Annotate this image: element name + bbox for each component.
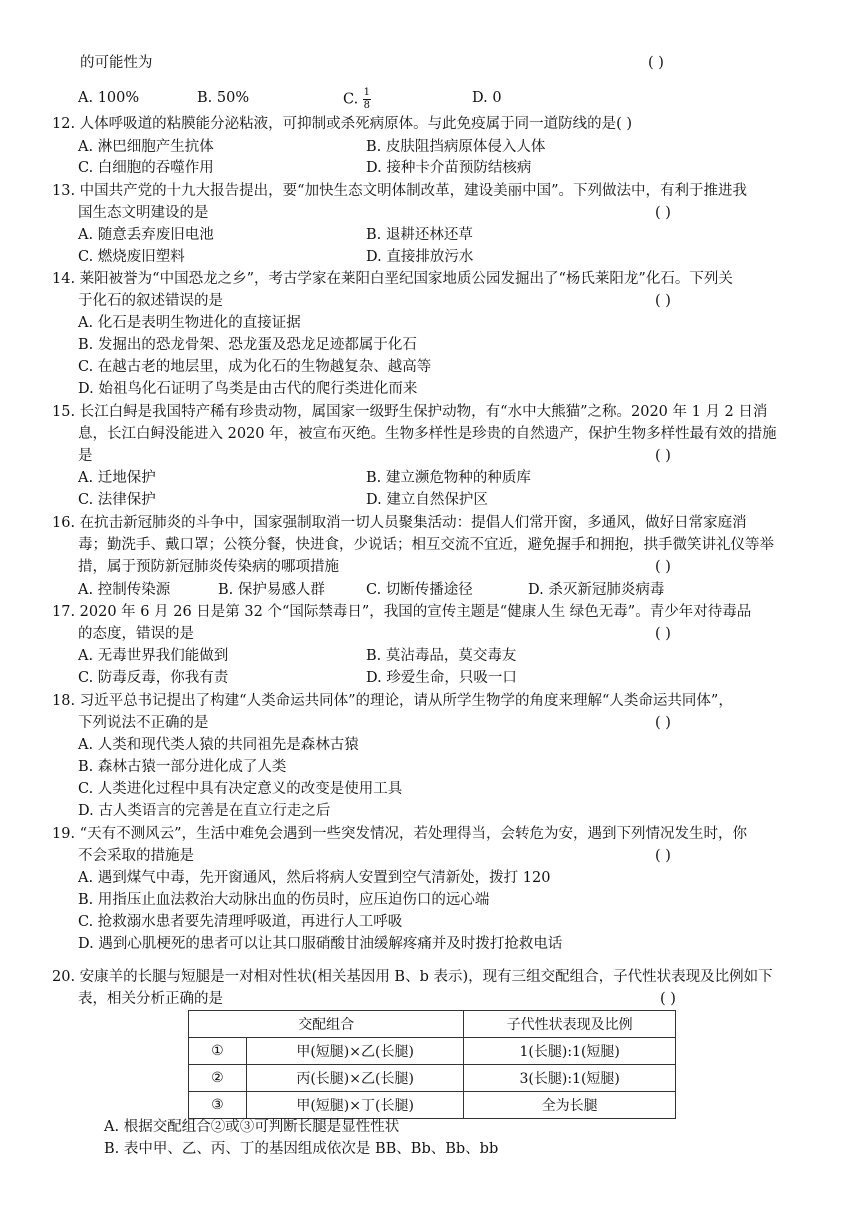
q15-option-c: C. 法律保护: [78, 492, 156, 508]
q16-option-b: B. 保护易感人群: [218, 582, 325, 598]
q12-stem: 12. 人体呼吸道的粘膜能分泌粘液，可抑制或杀死病原体。与此免疫属于同一道防线的是( ): [52, 116, 633, 132]
q20-stem-line2: 表，相关分析正确的是: [78, 991, 223, 1007]
q11-answer-blank: ( ): [648, 55, 664, 71]
q14-option-c: C. 在越古老的地层里，成为化石的生物越复杂、越高等: [78, 359, 432, 375]
q15-answer-blank: ( ): [655, 448, 671, 464]
q20-option-a: A. 根据交配组合②或③可判断长腿是显性性状: [104, 1119, 400, 1135]
q17-option-c: C. 防毒反毒，你我有责: [78, 670, 229, 686]
q17-option-b: B. 莫沾毒品，莫交毒友: [366, 648, 517, 664]
q14-option-b: B. 发掘出的恐龙骨架、恐龙蛋及恐龙足迹都属于化石: [78, 337, 417, 353]
q16-stem-line2: 毒；勤洗手、戴口罩；公筷分餐，快进食，少说话；相互交流不宜近，避免握手和拥抱，拱手微笑讲礼仪等举: [78, 537, 774, 553]
table-cell-cross: 甲(短腿)×乙(长腿): [246, 1038, 464, 1065]
q11-option-c: [343, 88, 371, 111]
q16-stem-line1: 16. 在抗击新冠肺炎的斗争中，国家强制取消一切人员聚集活动：提倡人们常开窗，多通风，做好日常家庭消: [52, 515, 747, 531]
q17-option-a: A. 无毒世界我们能做到: [78, 648, 229, 664]
table-cell-no: ①: [189, 1038, 247, 1065]
q18-option-a: A. 人类和现代类人猿的共同祖先是森林古猿: [78, 737, 359, 753]
q13-option-c: C. 燃烧废旧塑料: [78, 249, 185, 265]
q16-stem-line3: 措，属于预防新冠肺炎传染病的哪项措施: [78, 559, 339, 575]
q20-answer-blank: ( ): [660, 991, 676, 1007]
table-header-result: 子代性状表现及比例: [464, 1011, 676, 1038]
table-cell-no: ②: [189, 1065, 247, 1092]
q18-stem-line2: 下列说法不正确的是: [78, 715, 209, 731]
q20-option-b: B. 表中甲、乙、丙、丁的基因组成依次是 BB、Bb、Bb、bb: [104, 1141, 499, 1157]
q15-stem-line3: 是: [78, 448, 93, 464]
table-row: [189, 1038, 676, 1065]
q11-option-a: A. 100%: [78, 90, 140, 106]
q19-answer-blank: ( ): [655, 848, 671, 864]
q19-option-b: B. 用指压止血法救治大动脉出血的伤员时，应压迫伤口的远心端: [78, 892, 490, 908]
fraction-one-eighth: [363, 88, 371, 111]
q12-option-c: C. 白细胞的吞噬作用: [78, 160, 214, 176]
q15-stem-line1: 15. 长江白鲟是我国特产稀有珍贵动物，属国家一级野生保护动物，有“水中大熊猫”之称。2020 年 1 月 2 日消: [52, 404, 768, 420]
table-cell-result: 3(长腿):1(短腿): [464, 1065, 676, 1092]
q19-option-c: C. 抢救溺水患者要先清理呼吸道，再进行人工呼吸: [78, 914, 403, 930]
q11-option-c-label: C.: [343, 91, 363, 108]
table-cell-no: ③: [189, 1092, 247, 1119]
q16-option-c: C. 切断传播途径: [366, 582, 473, 598]
q13-stem-line1: 13. 中国共产党的十九大报告提出，要“加快生态文明体制改革，建设美丽中国”。下列做法中，有利于推进我: [52, 183, 747, 199]
q11-stem-tail: 的可能性为: [80, 55, 153, 71]
mating-cross-table: [188, 1010, 676, 1119]
q15-option-b: B. 建立濒危物种的种质库: [366, 470, 531, 486]
q19-option-a: A. 遇到煤气中毒，先开窗通风，然后将病人安置到空气清新处，拨打 120: [78, 870, 551, 886]
table-cell-result: 1(长腿):1(短腿): [464, 1038, 676, 1065]
q14-option-a: A. 化石是表明生物进化的直接证据: [78, 315, 301, 331]
q16-answer-blank: ( ): [655, 559, 671, 575]
q14-stem-line2: 于化石的叙述错误的是: [78, 293, 223, 309]
q14-stem-line1: 14. 莱阳被誉为“中国恐龙之乡”，考古学家在莱阳白垩纪国家地质公园发掘出了“杨氏莱阳龙”化石。下列关: [52, 271, 733, 287]
q13-stem-line2: 国生态文明建设的是: [78, 205, 209, 221]
q17-option-d: D. 珍爱生命，只吸一口: [366, 670, 517, 686]
fraction-denominator: 8: [363, 100, 370, 111]
q14-answer-blank: ( ): [655, 293, 671, 309]
q12-option-a: A. 淋巴细胞产生抗体: [78, 139, 214, 155]
q12-option-d: D. 接种卡介苗预防结核病: [366, 160, 532, 176]
q18-option-b: B. 森林古猿一部分进化成了人类: [78, 759, 287, 775]
fraction-numerator: 1: [363, 87, 370, 98]
table-row: [189, 1065, 676, 1092]
q13-option-d: D. 直接排放污水: [366, 249, 474, 265]
q13-answer-blank: ( ): [655, 205, 671, 221]
q13-option-a: A. 随意丢弃废旧电池: [78, 227, 214, 243]
q16-option-d: D. 杀灭新冠肺炎病毒: [528, 582, 665, 598]
table-row: [189, 1092, 676, 1119]
q18-answer-blank: ( ): [655, 715, 671, 731]
q15-option-d: D. 建立自然保护区: [366, 492, 488, 508]
q11-option-d: D. 0: [472, 90, 502, 106]
q13-option-b: B. 退耕还林还草: [366, 227, 473, 243]
q19-stem-line2: 不会采取的措施是: [78, 848, 194, 864]
q18-option-d: D. 古人类语言的完善是在直立行走之后: [78, 803, 331, 819]
q18-stem-line1: 18. 习近平总书记提出了构建“人类命运共同体”的理论，请从所学生物学的角度来理解“人类命运共同体”，: [52, 693, 733, 709]
table-cell-cross: 甲(短腿)×丁(长腿): [246, 1092, 464, 1119]
q15-option-a: A. 迁地保护: [78, 470, 156, 486]
q17-stem-line1: 17. 2020 年 6 月 26 日是第 32 个“国际禁毒日”，我国的宣传主题是“健康人生 绿色无毒”。青少年对待毒品: [52, 604, 752, 620]
table-header-row: [189, 1011, 676, 1038]
q17-stem-line2: 的态度，错误的是: [78, 626, 194, 642]
q16-option-a: A. 控制传染源: [78, 582, 171, 598]
q12-option-b: B. 皮肤阻挡病原体侵入人体: [366, 139, 546, 155]
q18-option-c: C. 人类进化过程中具有决定意义的改变是使用工具: [78, 781, 403, 797]
table-header-cross: 交配组合: [189, 1011, 464, 1038]
q19-option-d: D. 遇到心肌梗死的患者可以让其口服硝酸甘油缓解疼痛并及时拨打抢救电话: [78, 936, 563, 952]
table-cell-cross: 丙(长腿)×乙(长腿): [246, 1065, 464, 1092]
q11-option-b: B. 50%: [197, 90, 250, 106]
q20-stem-line1: 20. 安康羊的长腿与短腿是一对相对性状(相关基因用 B、b 表示)，现有三组交配组合，子代性状表现及比例如下: [52, 969, 773, 985]
table-cell-result: 全为长腿: [464, 1092, 676, 1119]
q19-stem-line1: 19. “天有不测风云”，生活中难免会遇到一些突发情况，若处理得当，会转危为安，遇到下列情况发生时，你: [52, 826, 747, 842]
q17-answer-blank: ( ): [655, 626, 671, 642]
q15-stem-line2: 息，长江白鲟没能进入 2020 年，被宣布灭绝。生物多样性是珍贵的自然遗产，保护生物多样性最有效的措施: [78, 426, 777, 442]
q14-option-d: D. 始祖鸟化石证明了鸟类是由古代的爬行类进化而来: [78, 381, 418, 397]
